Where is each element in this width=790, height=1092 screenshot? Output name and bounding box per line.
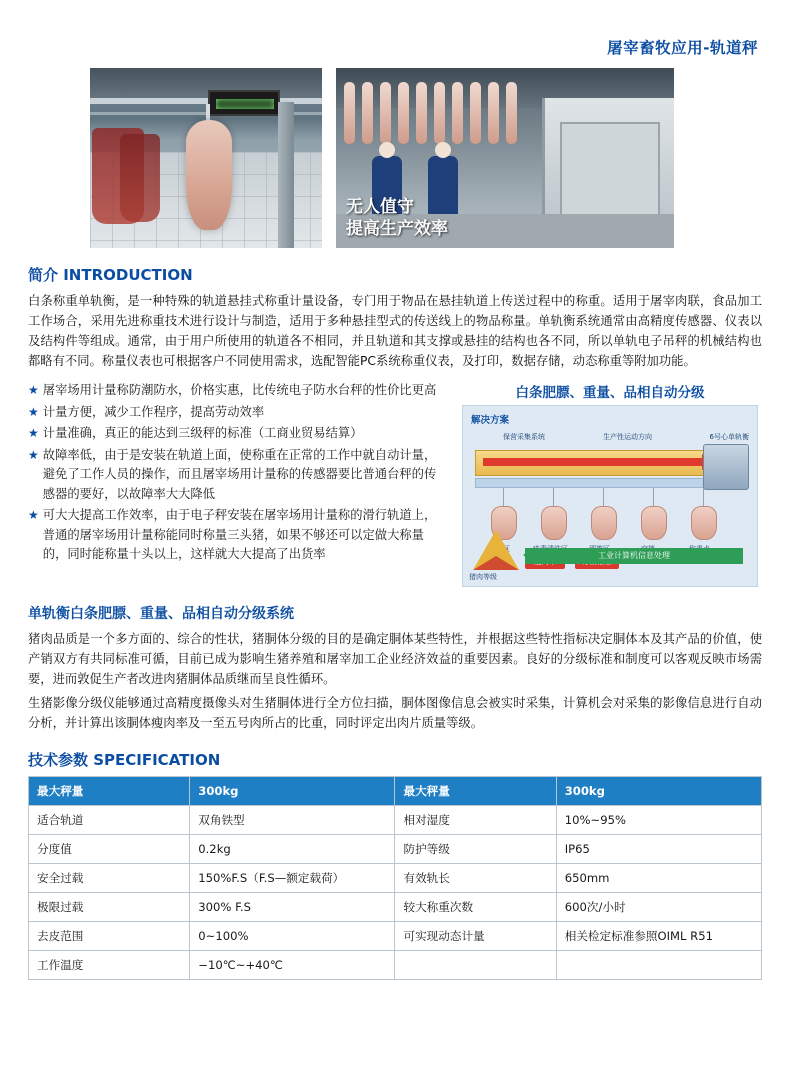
diagram-hanger bbox=[553, 488, 554, 506]
spec-key: 适合轨道 bbox=[29, 806, 190, 835]
spec-value-empty bbox=[556, 951, 761, 980]
spec-value: IP65 bbox=[556, 835, 761, 864]
diagram-pyramid-label: 猪肉等级 bbox=[469, 573, 497, 581]
bullet-text: 计量准确，真正的能达到三级秤的标准（工商业贸易结算） bbox=[42, 426, 363, 440]
photo-b-carcass bbox=[506, 82, 517, 144]
photo-b-carcass bbox=[380, 82, 391, 144]
photo-b-caption bbox=[346, 196, 448, 240]
page-title: 屠宰畜牧应用-轨道秤 bbox=[607, 39, 758, 57]
star-icon: ★ bbox=[28, 426, 39, 440]
table-row bbox=[29, 951, 762, 980]
bullet-text: 屠宰场用计量称防潮防水，价格实惠，比传统电子防水台秤的性价比更高 bbox=[42, 383, 437, 397]
grading-diagram bbox=[462, 381, 758, 587]
photo-a-meat-left-2 bbox=[120, 134, 160, 222]
star-icon: ★ bbox=[28, 404, 39, 419]
specification-table bbox=[28, 776, 762, 980]
list-item bbox=[28, 424, 448, 444]
star-icon: ★ bbox=[28, 447, 39, 462]
photo-a-ceiling bbox=[90, 68, 322, 102]
photo-b-caption-line1: 无人值守 bbox=[346, 197, 414, 217]
spec-key: 较大称重次数 bbox=[395, 893, 556, 922]
list-item bbox=[28, 403, 448, 423]
table-row bbox=[29, 893, 762, 922]
spec-value: 0~100% bbox=[190, 922, 395, 951]
diagram-label-flow-direction: 生产性运动方向 bbox=[603, 433, 652, 441]
spec-value: 300% F.S bbox=[190, 893, 395, 922]
table-row bbox=[29, 806, 762, 835]
spec-key: 工作温度 bbox=[29, 951, 190, 980]
diagram-carcass bbox=[691, 506, 717, 540]
photo-b-carcass bbox=[416, 82, 427, 144]
spec-key: 去皮范围 bbox=[29, 922, 190, 951]
photo-b-carcass bbox=[398, 82, 409, 144]
photo-b-carcass bbox=[362, 82, 373, 144]
bullet-text: 故障率低，由于是安装在轨道上面，使称重在正常的工作中就自动计量，避免了工作人员的操作，而且屠宰场用计量称的传感器要比普通台秤的传感器的要好，以故障率大大降低 bbox=[42, 447, 437, 501]
spec-value: 300kg bbox=[556, 777, 761, 806]
diagram-hanger bbox=[603, 488, 604, 506]
star-icon: ★ bbox=[28, 508, 39, 522]
photo-b-carcass bbox=[434, 82, 445, 144]
spec-key: 最大秤量 bbox=[395, 777, 556, 806]
diagram-label-capture-system: 保营采集系统 bbox=[503, 433, 545, 441]
rail-scale-carcass-photo bbox=[90, 68, 322, 248]
spec-value: 10%~95% bbox=[556, 806, 761, 835]
list-item bbox=[28, 446, 448, 505]
spec-value: 双角铁型 bbox=[190, 806, 395, 835]
photo-a-weight-display bbox=[208, 90, 280, 116]
spec-key: 有效轨长 bbox=[395, 864, 556, 893]
list-item bbox=[28, 506, 448, 565]
spec-value: 相关检定标准参照OIML R51 bbox=[556, 922, 761, 951]
diagram-grade-pyramid-base bbox=[473, 556, 519, 570]
introduction-heading: 简介 INTRODUCTION bbox=[28, 266, 193, 284]
spec-value: −10℃~+40℃ bbox=[190, 951, 395, 980]
diagram-hanger bbox=[703, 488, 704, 506]
spec-key: 安全过载 bbox=[29, 864, 190, 893]
photo-b-caption-line2: 提高生产效率 bbox=[346, 219, 448, 239]
spec-value: 150%F.S（F.S—额定载荷） bbox=[190, 864, 395, 893]
diagram-carcass bbox=[541, 506, 567, 540]
diagram-title: 白条肥膘、重量、品相自动分级 bbox=[515, 385, 705, 401]
diagram-solution-heading: 解决方案 bbox=[471, 415, 510, 426]
diagram-canvas bbox=[462, 405, 758, 587]
bullet-text: 计量方便，减少工作程序，提高劳动效率 bbox=[42, 404, 265, 419]
photo-b-carcass bbox=[488, 82, 499, 144]
photo-b-carcass bbox=[452, 82, 463, 144]
spec-key: 最大秤量 bbox=[29, 777, 190, 806]
photo-row bbox=[28, 68, 762, 248]
diagram-weighing-unit bbox=[703, 444, 749, 490]
feature-bullet-list bbox=[28, 381, 448, 587]
diagram-carcass bbox=[641, 506, 667, 540]
bullet-text: 可大大提高工作效率，由于电子秤安装在屠宰场用计量称的滑行轨道上，普通的屠宰场用计量称能同时称量三头猪，如果不够还可以定做大称量的，同时能称量十头以上，这样就大大提高了出货率 bbox=[42, 508, 437, 561]
spec-value: 650mm bbox=[556, 864, 761, 893]
spec-key: 防护等级 bbox=[395, 835, 556, 864]
diagram-flow-arrow bbox=[483, 458, 703, 466]
diagram-hanger bbox=[503, 488, 504, 506]
table-row bbox=[29, 777, 762, 806]
spec-key: 相对湿度 bbox=[395, 806, 556, 835]
introduction-paragraph: 白条称重单轨衡，是一种特殊的轨道悬挂式称重计量设备，专门用于物品在悬挂轨道上传送过程中的称重。适用于屠宰肉联，食品加工工作场合，采用先进称重技术进行设计与制造，适用于多种悬挂型式的传送线上的物品称量。单轨衡系统通常由高精度传感器、仪表以及结构件等组成。通常，由于用户所使用的轨道各不相同，并且轨道和其支撑或悬挂的结构也各不同，所以单轨电子吊秤的机械结构也都略有不同。称量仪表也可根据客户不同使用需求，选配智能PC系统称重仪表，及打印，数据存储，动态称重等附加功能。 bbox=[28, 294, 762, 368]
spec-key-empty bbox=[395, 951, 556, 980]
spec-value: 0.2kg bbox=[190, 835, 395, 864]
specification-heading: 技术参数 SPECIFICATION bbox=[28, 751, 221, 769]
photo-a-carcass bbox=[186, 120, 232, 230]
diagram-label-monorail: 6号心单轨衡 bbox=[709, 433, 749, 441]
table-row bbox=[29, 864, 762, 893]
diagram-computer-bar: 工业计算机信息处理 bbox=[525, 548, 743, 564]
features-and-diagram-row bbox=[28, 381, 762, 587]
list-item bbox=[28, 381, 448, 401]
star-icon: ★ bbox=[28, 383, 39, 397]
grading-paragraph-2: 生猪影像分级仪能够通过高精度摄像头对生猪胴体进行全方位扫描，胴体图像信息会被实时采集，计算机会对采集的影像信息进行自动分析，并计算出该胴体瘦肉率及一至五号肉所占的比重，同时评定出肉片质量等级。 bbox=[28, 696, 762, 730]
table-row bbox=[29, 922, 762, 951]
spec-value: 600次/小时 bbox=[556, 893, 761, 922]
table-row bbox=[29, 835, 762, 864]
grading-paragraph-1: 猪肉品质是一个多方面的、综合的性状，猪胴体分级的目的是确定胴体某些特性，并根据这些特性指标决定胴体本及其产品的价值，使产销双方有共同标准可循，目前已成为影响生猪养殖和屠宰加工企业经济效益的重要因素。良好的分级标准和制度可以客观反映市场需要，进而敦促生产者改进肉猪胴体品质继而呈良性循环。 bbox=[28, 632, 762, 686]
spec-key: 可实现动态计量 bbox=[395, 922, 556, 951]
grading-heading: 单轨衡白条肥膘、重量、品相自动分级系统 bbox=[28, 606, 294, 622]
diagram-carcass bbox=[591, 506, 617, 540]
slaughterhouse-line-photo bbox=[336, 68, 674, 248]
diagram-zone-1: 投料区 bbox=[489, 545, 510, 553]
diagram-hanger bbox=[653, 488, 654, 506]
spec-value: 300kg bbox=[190, 777, 395, 806]
photo-b-carcass bbox=[470, 82, 481, 144]
photo-b-carcass bbox=[344, 82, 355, 144]
spec-key: 极限过载 bbox=[29, 893, 190, 922]
spec-key: 分度值 bbox=[29, 835, 190, 864]
photo-a-column bbox=[278, 102, 294, 248]
